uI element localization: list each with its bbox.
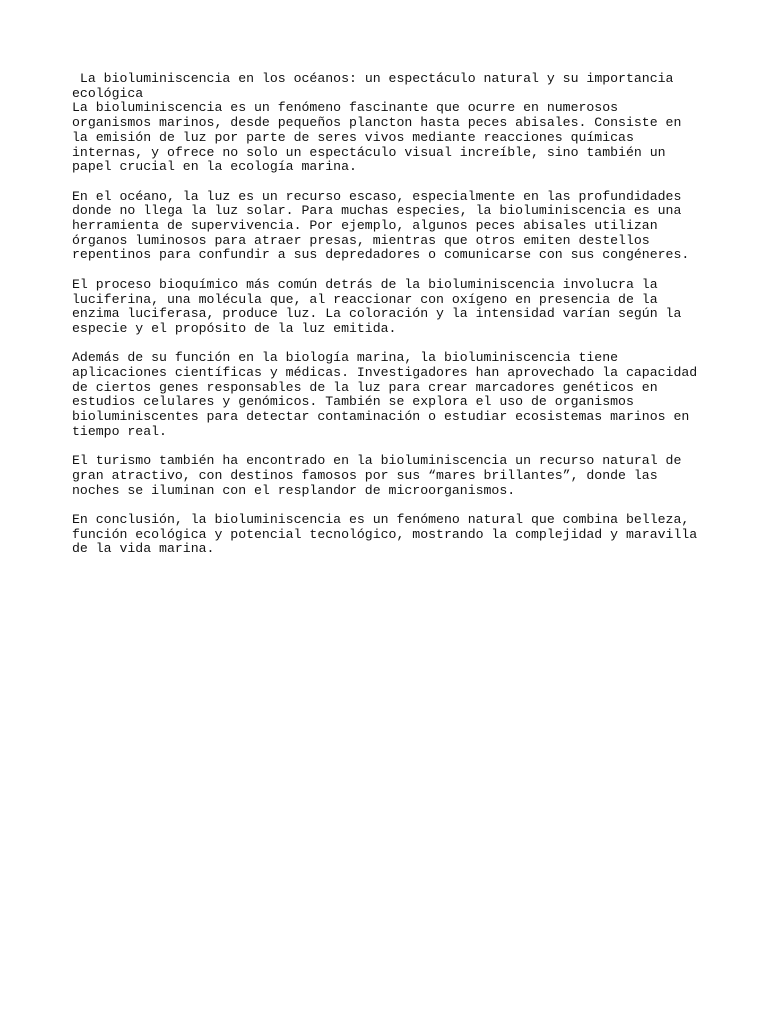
paragraph-ocean-light: En el océano, la luz es un recurso escaso, especialmente en las profundidades donde no llega la luz solar. Para muchas especies, la bioluminiscencia es una herramienta de supervivencia. Por ejemplo, algunos peces abisales utilizan órganos luminosos para atraer presas, mientras que otros emiten destellos repentinos para confundir a sus depredadores o comunicarse con sus congéneres.	[72, 188, 690, 263]
paragraph-applications: Además de su función en la biología marina, la bioluminiscencia tiene aplicaciones científicas y médicas. Investigadores han aprovechado la capacidad de ciertos genes responsables de la luz para crear marcadores genéticos en estudios celulares y genómicos. También se explora el uso de organismos bioluminiscentes para detectar contaminación o estudiar ecosistemas marinos en tiempo real.	[72, 350, 698, 439]
paragraph-intro: La bioluminiscencia es un fenómeno fascinante que ocurre en numerosos organismos marinos, desde pequeños plancton hasta peces abisales. Consiste en la emisión de luz por parte de seres vivos mediante reacciones químicas internas, y ofrece no solo un espectáculo visual increíble, sino también un papel crucial en la ecología marina.	[72, 100, 682, 175]
paragraph-biochemistry: El proceso bioquímico más común detrás de la bioluminiscencia involucra la luciferina, una molécula que, al reaccionar con oxígeno en presencia de la enzima luciferasa, produce luz. La coloración y la intensidad varían según la especie y el propósito de la luz emitida.	[72, 276, 682, 336]
paragraph-tourism: El turismo también ha encontrado en la bioluminiscencia un recurso natural de gran atractivo, con destinos famosos por sus “mares brillantes”, donde las noches se iluminan con el resplandor de microorganismos.	[72, 453, 682, 498]
document-title: La bioluminiscencia en los océanos: un espectáculo natural y su importancia ecológica	[72, 71, 682, 101]
document-page	[72, 72, 702, 572]
paragraph-conclusion: En conclusión, la bioluminiscencia es un fenómeno natural que combina belleza, función ecológica y potencial tecnológico, mostrando la complejidad y maravilla de la vida marina.	[72, 512, 698, 557]
